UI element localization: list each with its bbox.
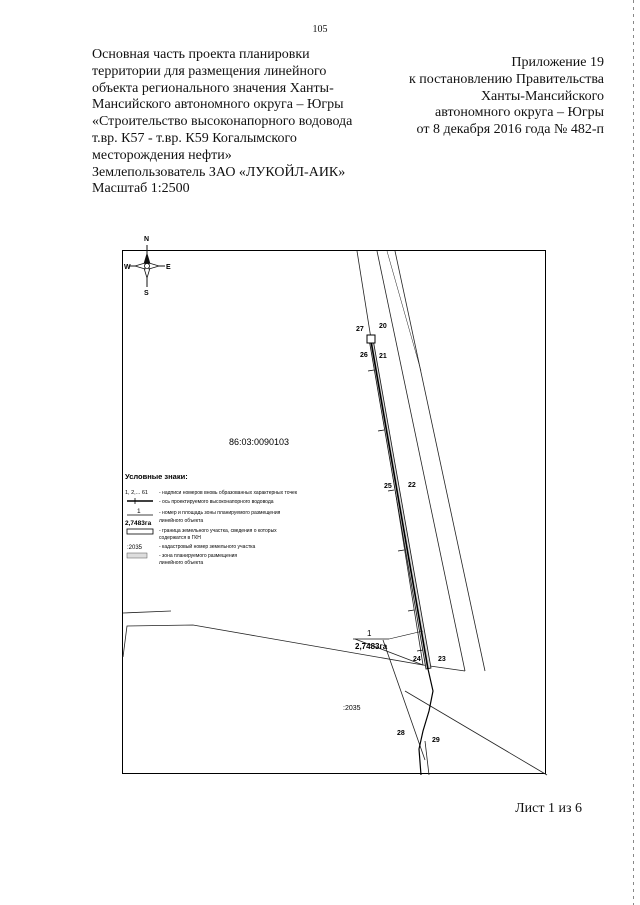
point-label: 25 [384, 483, 392, 490]
road-corridor [357, 251, 485, 671]
title-line: «Строительство высоконапорного водовода [92, 114, 353, 130]
compass-rose [129, 245, 165, 287]
appendix-line: Ханты-Мансийского [480, 88, 604, 104]
cadastral-block-label: 86:03:0090103 [229, 437, 290, 447]
legend-parcel-symbol [127, 529, 153, 534]
compass-e: E [166, 264, 171, 271]
parcel-boundaries [123, 611, 547, 775]
point-label: 21 [379, 353, 387, 360]
legend-item6-text2: линейного объекта [159, 560, 204, 566]
zone-callout [353, 629, 423, 651]
legend-item4-text2: содержатся в ГКН [159, 535, 201, 541]
point-label: 28 [397, 730, 405, 737]
north-arrow-icon [144, 254, 150, 264]
compass-s: S [144, 290, 149, 297]
legend-item4-text1: - граница земельного участка, сведения о которых [159, 528, 277, 534]
legend-item6-text1: - зона планируемого размещения [159, 553, 238, 559]
planning-map [123, 236, 547, 775]
point-label: 23 [438, 656, 446, 663]
title-line: месторождения нефти» [92, 147, 232, 163]
cadastral-number-label: :2035 [343, 705, 361, 712]
legend-item3-area: 2,7483га [125, 520, 152, 527]
scan-edge [633, 0, 634, 905]
point-label: 26 [360, 352, 368, 359]
zone-start-marker [367, 335, 375, 343]
legend-item2-text: - ось проектируемого высоконапорного водовода [159, 499, 274, 505]
scale-line: Масштаб 1:2500 [92, 181, 190, 197]
point-label: 29 [432, 737, 440, 744]
legend-item3-text2: линейного объекта [159, 518, 204, 524]
page-number: 105 [312, 24, 328, 35]
zone-number-label: 1 [367, 629, 372, 638]
appendix-line: от 8 декабря 2016 года № 482-п [416, 122, 604, 138]
legend-item5-text: - кадастровый номер земельного участка [159, 544, 256, 550]
appendix-line: автономного округа – Югры [435, 105, 604, 121]
compass-n: N [144, 236, 150, 243]
point-label: 22 [408, 482, 416, 489]
legend-title: Условные знаки: [125, 472, 188, 481]
appendix-block [344, 55, 604, 139]
title-line: Основная часть проекта планировки [92, 47, 310, 62]
title-line: Мансийского автономного округа – Югры [92, 97, 344, 113]
map-frame [122, 236, 546, 774]
appendix-line: к постановлению Правительства [408, 71, 604, 87]
pipeline-axis [368, 341, 433, 775]
title-line: объекта регионального значения Ханты- [92, 80, 334, 96]
legend-item1-text: - надписи номеров вновь образованных характерных точек [159, 490, 298, 496]
land-user-line: Землепользователь ЗАО «ЛУКОЙЛ-АИК» [92, 164, 346, 180]
point-label: 27 [356, 326, 364, 333]
legend-item3-num: 1 [137, 508, 141, 515]
title-line: т.вр. К57 - т.вр. К59 Когалымского [92, 130, 297, 146]
zone-area-label: 2,7483га [355, 642, 388, 651]
appendix-line: Приложение 19 [511, 55, 604, 70]
legend-zone-symbol [127, 553, 147, 558]
point-label: 20 [379, 323, 387, 330]
point-label: 24 [413, 656, 421, 663]
title-line: территории для размещения линейного [92, 63, 327, 79]
legend-item3-text1: - номер и площадь зоны планируемого размещения [159, 510, 281, 516]
legend-item1-prefix: 1, 2,... 61 [125, 490, 148, 496]
sheet-info: Лист 1 из 6 [515, 801, 582, 816]
compass-w: W [124, 264, 131, 271]
legend-item5-code: :2035 [127, 545, 143, 551]
map-legend [125, 472, 298, 566]
